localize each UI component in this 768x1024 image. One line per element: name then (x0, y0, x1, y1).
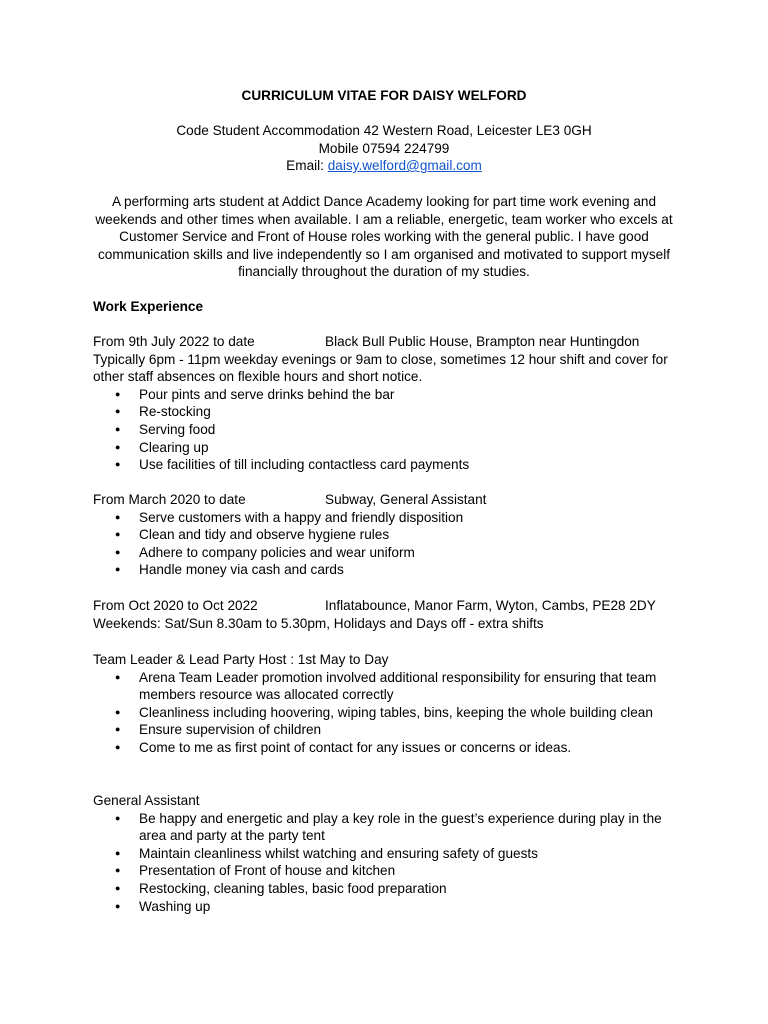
list-item: ● Pour pints and serve drinks behind the bar (93, 386, 679, 404)
job-subway (93, 491, 693, 579)
job-header (93, 491, 693, 509)
list-item: ● Ensure supervision of children (93, 721, 679, 739)
list-item: ● Presentation of Front of house and kitchen (93, 862, 679, 880)
duties-list (93, 810, 693, 916)
job-dates: From March 2020 to date (93, 492, 246, 507)
address-line: Code Student Accommodation 42 Western Road, Leicester LE3 0GH (176, 123, 592, 138)
list-item: ● Arena Team Leader promotion involved additional responsibility for ensuring that team members resource was allocated correctly (93, 669, 679, 704)
list-item: ● Maintain cleanliness whilst watching and ensuring safety of guests (93, 845, 679, 863)
cv-title: CURRICULUM VITAE FOR DAISY WELFORD (241, 88, 527, 103)
mobile-line: Mobile 07594 224799 (318, 140, 450, 156)
duties-list (93, 386, 693, 474)
list-item: ● Clean and tidy and observe hygiene rules (93, 526, 679, 544)
job-employer: Inflatabounce, Manor Farm, Wyton, Cambs, PE28 2DY (325, 598, 656, 613)
job-employer: Subway, General Assistant (325, 492, 487, 507)
list-item: ● Serving food (93, 421, 679, 439)
list-item: ● Clearing up (93, 439, 679, 457)
job-black-bull (93, 333, 693, 474)
job-inflatabounce (93, 597, 693, 632)
list-item: ● Be happy and energetic and play a key role in the guest’s experience during play in the area and party at the party tent (93, 810, 679, 845)
job-employer: Black Bull Public House, Brampton near Huntingdon (325, 334, 640, 349)
job-dates: From 9th July 2022 to date (93, 334, 255, 349)
list-item: ● Use facilities of till including contactless card payments (93, 456, 679, 474)
role-title: Team Leader & Lead Party Host : 1st May to Day (93, 652, 389, 667)
role-title: General Assistant (93, 793, 200, 808)
job-header (93, 597, 693, 615)
email-label: Email: (286, 158, 324, 173)
personal-summary: A performing arts student at Addict Dance Academy looking for part time work evening and weekends and other times when available. I am a reliable, energetic, team worker who excels at Customer Service and Front of House roles working with the general public. I have good communication skills and live independently so I am organised and motivated to support myself financially throughout the duration of my studies. (95, 194, 673, 280)
list-item: ● Washing up (93, 898, 679, 916)
list-item: ● Handle money via cash and cards (93, 561, 679, 579)
role-team-leader (93, 651, 693, 757)
duties-list (93, 669, 693, 757)
email-link[interactable]: daisy.welford@gmail.com (327, 158, 482, 173)
list-item: ● Re-stocking (93, 403, 679, 421)
job-header (93, 333, 693, 351)
job-details: Typically 6pm - 11pm weekday evenings or 9am to close, sometimes 12 hour shift and cover for other staff absences on flexible hours and short notice. (93, 351, 668, 385)
job-details: Weekends: Sat/Sun 8.30am to 5.30pm, Holidays and Days off - extra shifts (93, 615, 544, 631)
duties-list (93, 509, 693, 579)
job-dates: From Oct 2020 to Oct 2022 (93, 598, 258, 613)
list-item: ● Restocking, cleaning tables, basic food preparation (93, 880, 679, 898)
role-general-assistant (93, 792, 693, 915)
list-item: ● Come to me as first point of contact for any issues or concerns or ideas. (93, 739, 679, 757)
list-item: ● Serve customers with a happy and friendly disposition (93, 509, 679, 527)
work-experience-heading: Work Experience (93, 299, 204, 314)
email-line (90, 157, 678, 175)
list-item: ● Adhere to company policies and wear uniform (93, 544, 679, 562)
list-item: ● Cleanliness including hoovering, wiping tables, bins, keeping the whole building clean (93, 704, 679, 722)
